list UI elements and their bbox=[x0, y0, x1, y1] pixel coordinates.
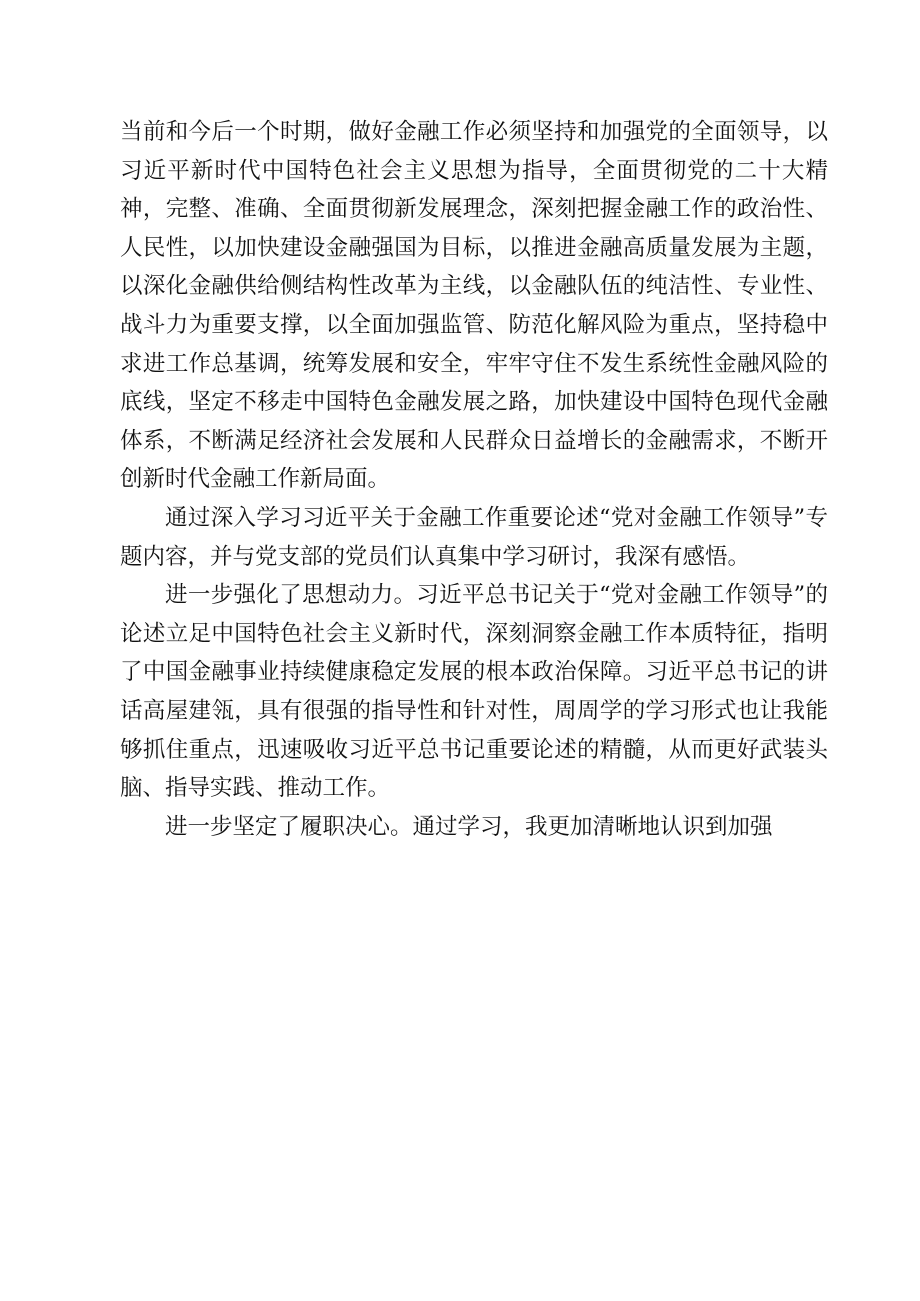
document-body bbox=[120, 113, 828, 846]
paragraph-1: 当前和今后一个时期，做好金融工作必须坚持和加强党的全面领导，以习近平新时代中国特色社会主义思想为指导，全面贯彻党的二十大精神，完整、准确、全面贯彻新发展理念，深刻把握金融工作的政治性、人民性，以加快建设金融强国为目标，以推进金融高质量发展为主题，以深化金融供给侧结构性改革为主线，以金融队伍的纯洁性、专业性、战斗力为重要支撑，以全面加强监管、防范化解风险为重点，坚持稳中求进工作总基调，统筹发展和安全，牢牢守住不发生系统性金融风险的底线，坚定不移走中国特色金融发展之路，加快建设中国特色现代金融体系，不断满足经济社会发展和人民群众日益增长的金融需求，不断开创新时代金融工作新局面。 bbox=[120, 119, 828, 493]
paragraph-4: 进一步坚定了履职决心。通过学习，我更加清晰地认识到加强 bbox=[165, 813, 773, 840]
paragraph-2: 通过深入学习习近平关于金融工作重要论述“党对金融工作领导”专题内容，并与党支部的党员们认真集中学习研讨，我深有感悟。 bbox=[120, 504, 828, 570]
paragraph-3: 进一步强化了思想动力。习近平总书记关于“党对金融工作领导”的论述立足中国特色社会主义新时代，深刻洞察金融工作本质特征，指明了中国金融事业持续健康稳定发展的根本政治保障。习近平总书记的讲话高屋建瓴，具有很强的指导性和针对性，周周学的学习形式也让我能够抓住重点，迅速吸收习近平总书记重要论述的精髓，从而更好武装头脑、指导实践、推动工作。 bbox=[120, 582, 828, 802]
